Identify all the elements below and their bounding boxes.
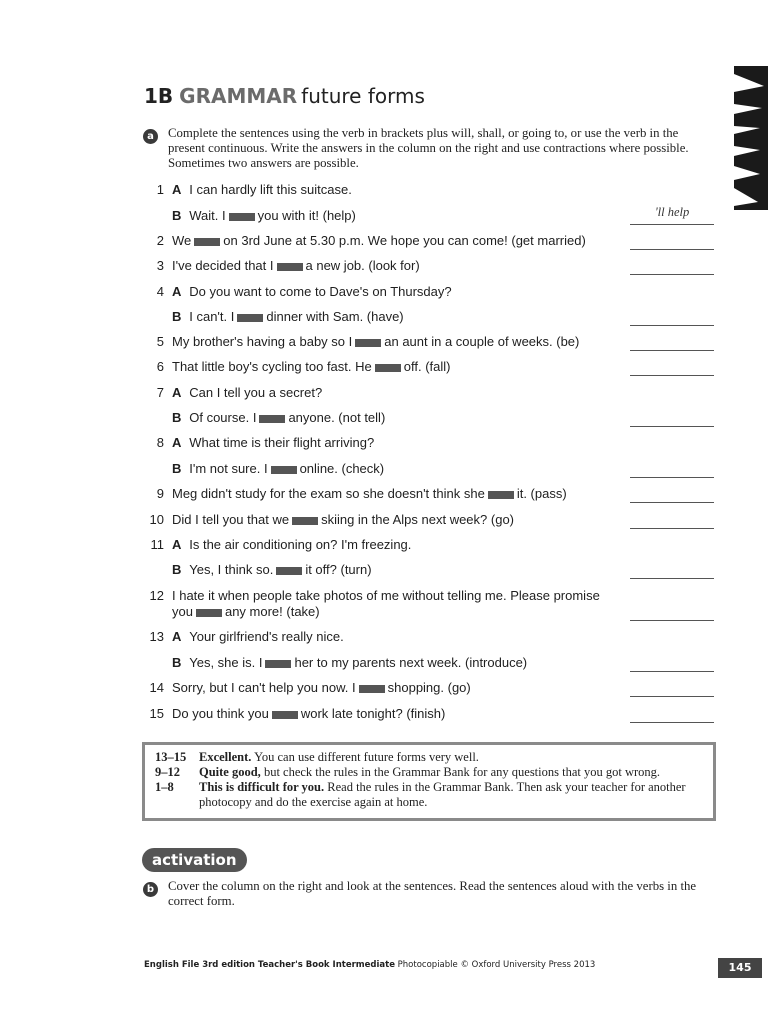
sentence-text: My brother's having a baby so I: [172, 334, 353, 349]
sentence-row: [142, 284, 452, 299]
speaker-label: A: [172, 629, 182, 644]
answer-line[interactable]: [630, 312, 714, 326]
sentence-text: Meg didn't study for the exam so she doesn't think she: [172, 486, 485, 501]
sentence-number: 15: [149, 706, 164, 721]
sentence-text-after: dinner with Sam. (have): [266, 309, 404, 324]
sentence-text-after: an aunt in a couple of weeks. (be): [384, 334, 580, 349]
sentence-text: you: [172, 604, 193, 619]
sentence-number: 2: [156, 233, 164, 248]
sentence-text: Can I tell you a secret?: [189, 385, 323, 400]
answer-line[interactable]: [630, 261, 714, 275]
blank-gap: [276, 567, 302, 575]
sentence-text: I hate it when people take photos of me without telling me. Please promise: [172, 588, 600, 603]
sentence-row: [142, 537, 411, 552]
sentence-text: I can't. I: [189, 309, 235, 324]
blank-gap: [355, 339, 381, 347]
answer-line[interactable]: [630, 515, 714, 529]
footer-book-title: English File 3rd edition Teacher's Book Intermediate: [144, 960, 395, 970]
sentence-number: 8: [156, 435, 164, 450]
answer-line[interactable]: [630, 607, 714, 621]
sentence-row: [142, 562, 372, 577]
sentence-text-after: you with it! (help): [257, 208, 356, 223]
speaker-label: A: [172, 435, 182, 450]
sentence-number: 11: [150, 537, 164, 552]
blank-gap: [194, 238, 220, 246]
sentence-number: 6: [156, 359, 164, 374]
sentence-text-after: online. (check): [299, 461, 385, 476]
blank-gap: [277, 263, 303, 271]
sentence-row: [142, 258, 420, 273]
answer-line[interactable]: [630, 709, 714, 723]
exercise-b-badge: b: [143, 882, 158, 897]
sentence-text: Yes, I think so.: [189, 562, 274, 577]
sentence-row: [142, 182, 352, 197]
sentence-text: I've decided that I: [172, 258, 274, 273]
sentence-number: 14: [149, 680, 164, 695]
speaker-label: A: [172, 284, 182, 299]
page-number: 145: [718, 958, 762, 978]
exercise-a-badge: a: [143, 129, 158, 144]
answer-line[interactable]: [630, 337, 714, 351]
blank-gap: [292, 517, 318, 525]
answer-line[interactable]: [630, 658, 714, 672]
sentence-text: Wait. I: [189, 208, 226, 223]
blank-gap: [196, 609, 222, 617]
sentence-row: [142, 588, 600, 603]
answer-line[interactable]: [630, 683, 714, 697]
sentence-row: [142, 461, 384, 476]
score-line: 9–12 Quite good, but check the rules in the Grammar Bank for any questions that you got wrong.: [155, 765, 661, 779]
sentence-number: 9: [156, 486, 164, 501]
sentence-text: Of course. I: [189, 410, 257, 425]
sentence-text-after: off. (fall): [403, 359, 451, 374]
sentence-row: [142, 359, 450, 374]
sentence-row: [142, 486, 567, 501]
sentence-number: 5: [156, 334, 164, 349]
title-number: 1B: [144, 84, 174, 108]
sentence-text-after: work late tonight? (finish): [300, 706, 446, 721]
sentence-row: [142, 680, 471, 695]
speaker-label: A: [172, 182, 182, 197]
sunburst-decoration: [734, 66, 768, 210]
sentence-text-after: skiing in the Alps next week? (go): [321, 512, 514, 527]
title-topic: future forms: [301, 84, 425, 108]
sentence-row: [142, 512, 514, 527]
blank-gap: [271, 466, 297, 474]
blank-gap: [265, 660, 291, 668]
blank-gap: [359, 685, 385, 693]
blank-gap: [229, 213, 255, 221]
footer-copyright: Photocopiable © Oxford University Press 2013: [397, 960, 596, 970]
sentence-number: 4: [156, 284, 164, 299]
sentence-text: Your girlfriend's really nice.: [189, 629, 344, 644]
footer: [144, 960, 595, 970]
sentence-row: [142, 334, 579, 349]
sentence-text-after: her to my parents next week. (introduce): [294, 655, 528, 670]
sentence-row: [142, 435, 374, 450]
sentence-text: Yes, she is. I: [189, 655, 263, 670]
sentence-text-after: it. (pass): [516, 486, 567, 501]
answer-line[interactable]: [630, 236, 714, 250]
sentence-text: Do you think you: [172, 706, 269, 721]
sentence-text: I'm not sure. I: [189, 461, 268, 476]
sentence-row: [142, 655, 527, 670]
exercise-a-instruction: Complete the sentences using the verb in brackets plus will, shall, or going to, or use the verb in the present continuous. Write the answers in the column on the right and use contractions where possible. Sometimes two answers are possible.: [168, 126, 689, 170]
sentence-row: [142, 385, 322, 400]
sentence-text: Is the air conditioning on? I'm freezing.: [189, 537, 412, 552]
answer-line[interactable]: [630, 413, 714, 427]
answer-line[interactable]: [630, 565, 714, 579]
page-title: [144, 84, 425, 108]
blank-gap: [375, 364, 401, 372]
sentence-row: [142, 604, 320, 619]
speaker-label: B: [172, 309, 182, 324]
answer-line[interactable]: [630, 362, 714, 376]
speaker-label: B: [172, 410, 182, 425]
sentence-text-after: anyone. (not tell): [288, 410, 386, 425]
speaker-label: B: [172, 461, 182, 476]
sentence-text: I can hardly lift this suitcase.: [189, 182, 352, 197]
speaker-label: B: [172, 655, 182, 670]
sentence-text-after: it off? (turn): [305, 562, 372, 577]
exercise-b-instruction: Cover the column on the right and look at the sentences. Read the sentences aloud with the verbs in the correct form.: [168, 879, 697, 908]
answer-line[interactable]: [630, 489, 714, 503]
sentence-number: 7: [156, 385, 164, 400]
score-line: 13–15 Excellent. You can use different future forms very well.: [155, 750, 479, 764]
activation-heading: activation: [142, 848, 247, 872]
blank-gap: [272, 711, 298, 719]
blank-gap: [259, 415, 285, 423]
sentence-text: Do you want to come to Dave's on Thursday?: [189, 284, 452, 299]
sentence-text: Did I tell you that we: [172, 512, 290, 527]
title-section: GRAMMAR: [179, 84, 298, 108]
speaker-label: B: [172, 562, 182, 577]
sentence-text: Sorry, but I can't help you now. I: [172, 680, 356, 695]
sentence-row: [142, 706, 445, 721]
blank-gap: [488, 491, 514, 499]
sentence-text-after: a new job. (look for): [305, 258, 420, 273]
example-answer: 'll help: [655, 205, 690, 219]
sentence-text: What time is their flight arriving?: [189, 435, 375, 450]
score-line: 1–8 This is difficult for you. Read the rules in the Grammar Bank. Then ask your teacher for another photocopy and do the exercise again at home.: [155, 780, 686, 809]
answer-line[interactable]: [630, 464, 714, 478]
sentence-text: We: [172, 233, 192, 248]
sentence-row: [142, 309, 404, 324]
sentence-number: 3: [156, 258, 164, 273]
sentence-row: [142, 233, 586, 248]
sentence-text-after: shopping. (go): [387, 680, 471, 695]
sentence-row: [142, 208, 356, 223]
speaker-label: A: [172, 385, 182, 400]
sentence-row: [142, 629, 344, 644]
sentence-number: 12: [149, 588, 164, 603]
sentence-text: That little boy's cycling too fast. He: [172, 359, 372, 374]
score-box: [142, 742, 716, 821]
sentence-text-after: any more! (take): [224, 604, 320, 619]
speaker-label: B: [172, 208, 182, 223]
sentence-number: 13: [149, 629, 164, 644]
sentence-text-after: on 3rd June at 5.30 p.m. We hope you can come! (get married): [223, 233, 586, 248]
speaker-label: A: [172, 537, 182, 552]
sentence-number: 1: [156, 182, 164, 197]
sentence-row: [142, 410, 385, 425]
blank-gap: [237, 314, 263, 322]
sentence-number: 10: [149, 512, 164, 527]
